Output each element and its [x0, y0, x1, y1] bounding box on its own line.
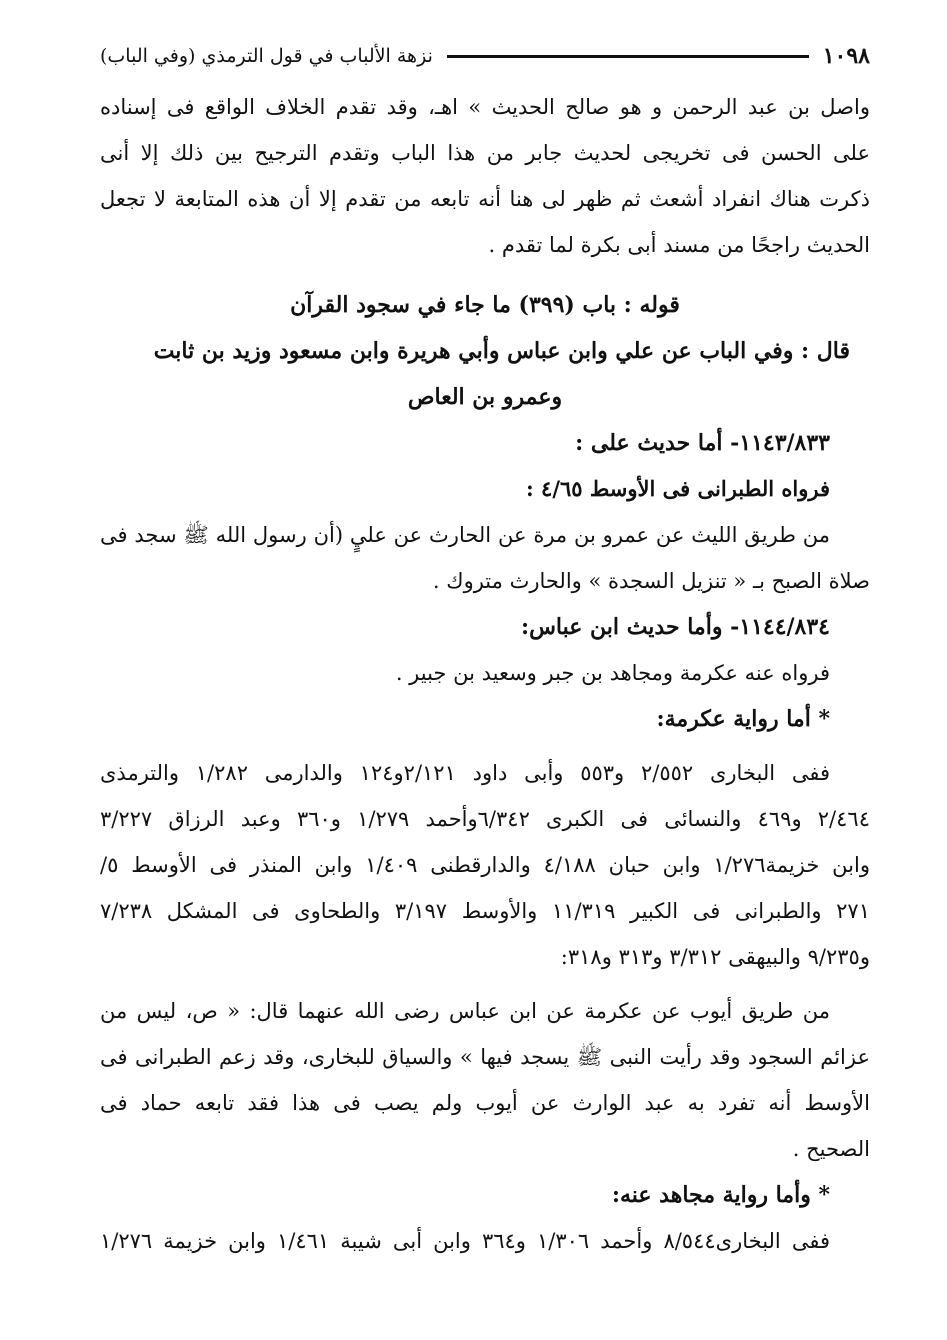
- text-line: وابن خزيمة١/٢٧٦ وابن حبان ٤/١٨٨ والدارقطنى ١/٤٠٩ وابن المنذر فى الأوسط ٥/: [100, 853, 870, 877]
- text-line: فرواه عنه عكرمة ومجاهد بن جبر وسعيد بن جبير .: [395, 661, 830, 685]
- page-header: [100, 36, 870, 76]
- text-line: ٢/٤٦٤ و٤٦٩ والنسائى فى الكبرى ٦/٣٤٢وأحمد ١/٢٧٩ و٣٦٠ وعبد الرزاق ٣/٢٢٧: [100, 807, 870, 831]
- said-line-continued: وعمرو بن العاص: [407, 384, 563, 410]
- text-line: ذكرت هناك انفراد أشعث ثم ظهر لى هنا أنه تابعه من تقدم إلا أن هذه المتابعة لا تجعل: [100, 187, 870, 211]
- page-number: ١٠٩٨: [822, 43, 870, 69]
- text-line: صلاة الصبح بـ « تنزيل السجدة » والحارث متروك .: [432, 569, 870, 593]
- source-line: فرواه الطبرانى فى الأوسط ٤/٦٥ :: [525, 476, 830, 501]
- text-line: ففى البخارى٨/٥٤٤ وأحمد ١/٣٠٦ و٣٦٤ وابن أبى شيبة ١/٤٦١ وابن خزيمة ١/٢٧٦: [100, 1229, 830, 1253]
- said-line: قال : وفي الباب عن علي وابن عباس وأبي هريرة وابن مسعود وزيد بن ثابت: [153, 338, 850, 364]
- spacer: [100, 980, 870, 988]
- text-line: ٢٧١ والطبرانى فى الكبير ١١/٣١٩ والأوسط ٣/١٩٧ والطحاوى فى المشكل ٧/٢٣٨: [100, 899, 870, 923]
- chapter-title: قوله : باب (٣٩٩) ما جاء في سجود القرآن: [290, 292, 680, 318]
- spacer: [100, 268, 870, 282]
- text-line: من طريق الليث عن عمرو بن مرة عن الحارث عن عليٍ (أن رسول الله ﷺ سجد فى: [100, 523, 830, 547]
- subheading-mujahid: * وأما رواية مجاهد عنه:: [611, 1182, 830, 1208]
- text-line: و٩/٢٣٥ والبيهقى ٣/٣١٢ و٣١٣ و٣١٨:: [560, 945, 870, 969]
- header-rule: [447, 55, 809, 58]
- text-line: الأوسط أنه تفرد به عبد الوارث عن أيوب ولم يصب فى هذا فقد تابعه حماد فى: [100, 1091, 870, 1115]
- running-title: نزهة الألباب في قول الترمذي (وفي الباب): [100, 45, 433, 67]
- text-line: الصحيح .: [792, 1137, 870, 1161]
- section-heading-ali: ١١٤٣/٨٣٣- أما حديث على :: [575, 430, 830, 456]
- text-line: ففى البخارى ٢/٥٥٢ و٥٥٣ وأبى داود ٢/١٢١و١٢٤ والدارمى ١/٢٨٢ والترمذى: [100, 761, 830, 785]
- section-heading-ibn-abbas: ١١٤٤/٨٣٤- وأما حديث ابن عباس:: [520, 614, 830, 640]
- spacer: [100, 742, 870, 750]
- spacer: [100, 76, 870, 84]
- subheading-ikrima: * أما رواية عكرمة:: [656, 706, 830, 732]
- page: [100, 36, 870, 1326]
- text-line: على الحسن فى تخريجى لحديث جابر من هذا الباب وتقدم الترجيح بين ذلك إلا أنى: [100, 141, 870, 165]
- text-line: عزائم السجود وقد رأيت النبى ﷺ يسجد فيها » والسياق للبخارى، وقد زعم الطبرانى فى: [100, 1045, 870, 1069]
- text-line: الحديث راجحًا من مسند أبى بكرة لما تقدم .: [488, 233, 870, 257]
- text-line: من طريق أيوب عن عكرمة عن ابن عباس رضى الله عنهما قال: « ص، ليس من: [100, 999, 830, 1023]
- text-line: واصل بن عبد الرحمن و هو صالح الحديث » اهـ، وقد تقدم الخلاف الواقع فى إسناده: [100, 95, 870, 119]
